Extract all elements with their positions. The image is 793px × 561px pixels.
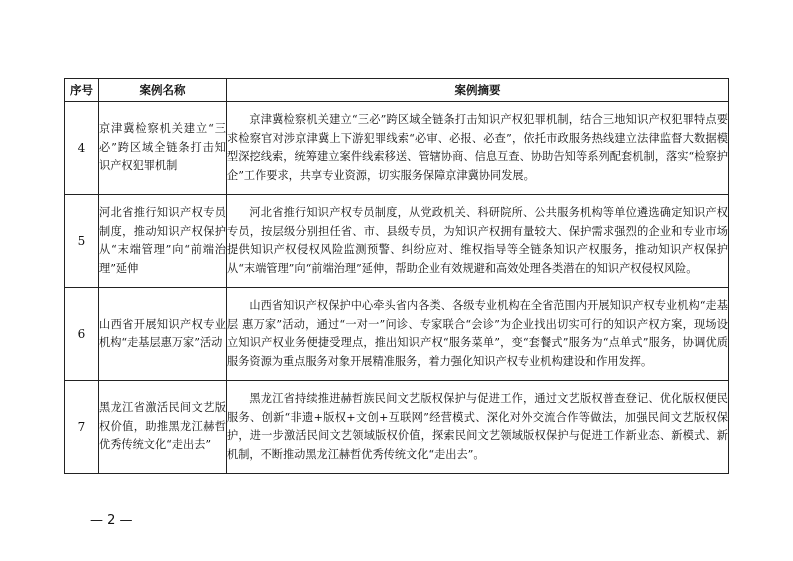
table-row	[65, 381, 729, 474]
case-number: 4	[65, 102, 99, 195]
case-summary	[227, 195, 729, 288]
case-summary	[227, 288, 729, 381]
case-summary-text: 京津冀检察机关建立“三必”跨区域全链条打击知识产权犯罪机制，结合三地知识产权犯罪特点要求检察官对涉京津冀上下游犯罪线索“必审、必报、必查”，依托市政服务热线建立法律监督大数据模型深挖线索，统筹建立案件线索移送、管辖协商、信息互查、协助告知等系列配套机制，落实“检察护企”工作要求，共享专业资源，切实服务保障京津冀协同发展。	[227, 113, 728, 182]
case-name: 河北省推行知识产权专员制度，推动知识产权保护从“末端管理”向“前端治理”延伸	[99, 195, 227, 288]
case-number: 7	[65, 381, 99, 474]
page-number: — 2 —	[90, 513, 133, 528]
case-summary-text: 河北省推行知识产权专员制度，从党政机关、科研院所、公共服务机构等单位遴选确定知识产权专员，按层级分别担任省、市、县级专员，为知识产权拥有量较大、保护需求强烈的企业和专业市场提供知识产权侵权风险监测预警、纠纷应对、维权指导等全链条知识产权服务，推动知识产权保护从“末端管理”向“前端治理”延伸，帮助企业有效规避和高效处理各类潜在的知识产权侵权风险。	[227, 206, 728, 275]
case-summary-text: 山西省知识产权保护中心牵头省内各类、各级专业机构在全省范围内开展知识产权专业机构“走基层 惠万家”活动，通过“一对一”问诊、专家联合“会诊”为企业找出切实可行的知识产权方案，现场设立知识产权业务便捷受理点，推出知识产权“服务菜单”，变“套餐式”服务为“点单式”服务，协调优质服务资源为重点服务对象开展精准服务，着力强化知识产权专业机构建设和作用发挥。	[227, 299, 728, 368]
header-summary: 案例摘要	[227, 79, 729, 102]
table-row	[65, 102, 729, 195]
case-table	[64, 78, 729, 474]
case-name: 京津冀检察机关建立“三必”跨区域全链条打击知识产权犯罪机制	[99, 102, 227, 195]
case-summary	[227, 102, 729, 195]
case-summary	[227, 381, 729, 474]
table-row	[65, 288, 729, 381]
case-name: 黑龙江省激活民间文艺版权价值，助推黑龙江赫哲优秀传统文化“走出去”	[99, 381, 227, 474]
header-no: 序号	[65, 79, 99, 102]
header-name: 案例名称	[99, 79, 227, 102]
case-name: 山西省开展知识产权专业机构“走基层惠万家”活动	[99, 288, 227, 381]
table-row	[65, 195, 729, 288]
table-header-row	[65, 79, 729, 102]
case-number: 6	[65, 288, 99, 381]
case-number: 5	[65, 195, 99, 288]
case-summary-text: 黑龙江省持续推进赫哲族民间文艺版权保护与促进工作，通过文艺版权普查登记、优化版权便民服务、创新“非遗+版权+文创+互联网”经营模式、深化对外交流合作等做法，加强民间文艺版权保护，进一步激活民间文艺领域版权价值，探索民间文艺领域版权保护与促进工作新业态、新模式、新机制，不断推动黑龙江赫哲优秀传统文化“走出去”。	[227, 392, 728, 461]
